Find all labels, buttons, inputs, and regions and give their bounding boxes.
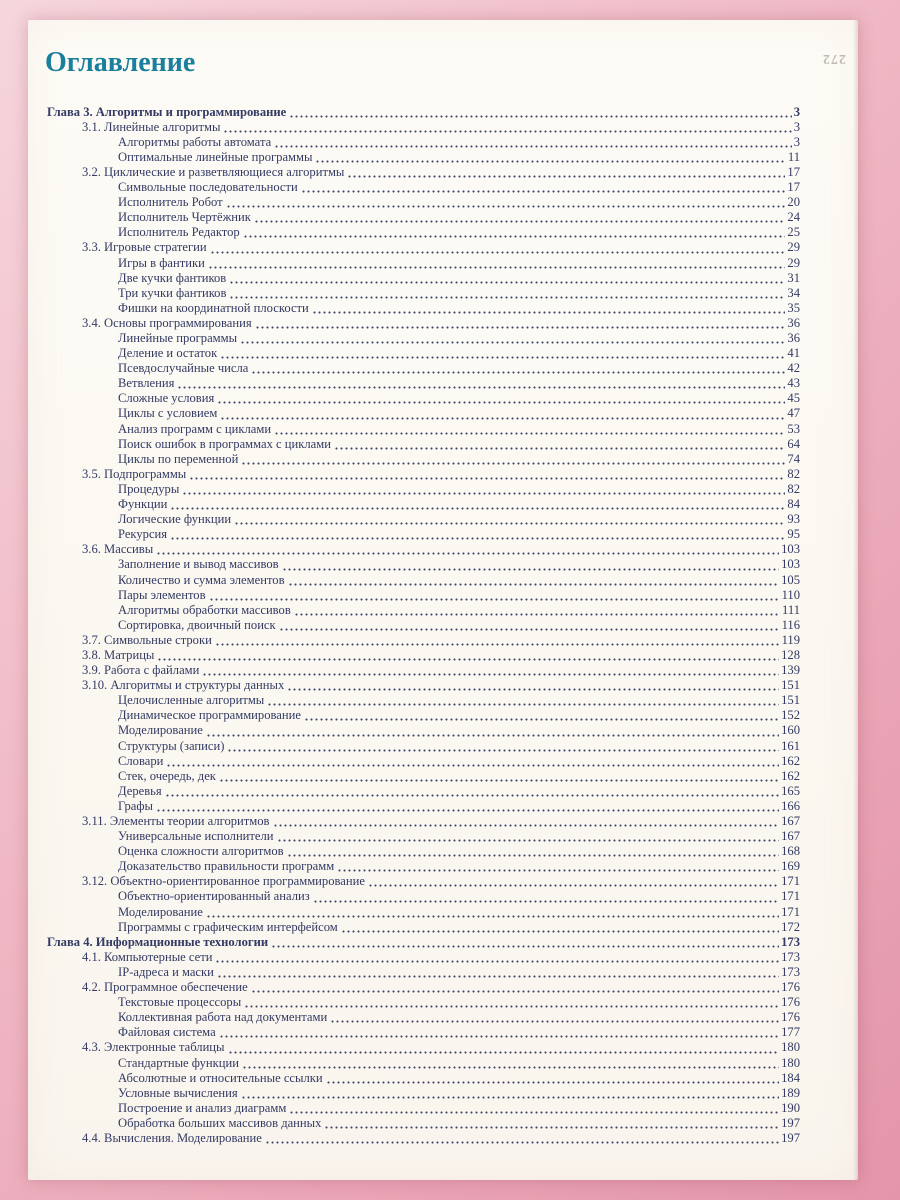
toc-entry-page-number: 171 bbox=[781, 904, 800, 919]
dot-leader bbox=[210, 244, 786, 255]
toc-row bbox=[47, 467, 800, 482]
toc-entry-label: Условные вычисления bbox=[118, 1085, 238, 1100]
toc-row bbox=[47, 1101, 800, 1116]
dot-leader bbox=[234, 515, 785, 526]
toc-entry-page-number: 167 bbox=[781, 814, 800, 828]
toc-entry-page-number: 103 bbox=[781, 557, 800, 572]
toc-entry-page-number: 110 bbox=[781, 587, 800, 602]
toc-row bbox=[47, 150, 800, 165]
toc-row bbox=[47, 859, 800, 874]
dot-leader bbox=[240, 334, 785, 345]
toc-row bbox=[47, 557, 800, 572]
dot-leader bbox=[277, 832, 780, 843]
toc-entry-label: Оптимальные линейные программы bbox=[118, 149, 313, 164]
toc-entry-page-number: 177 bbox=[781, 1025, 800, 1040]
toc-entry-label: Анализ программ с циклами bbox=[118, 421, 272, 436]
dot-leader bbox=[251, 983, 779, 994]
toc-row bbox=[47, 376, 800, 391]
page-title: Оглавление bbox=[45, 47, 196, 78]
toc-entry-page-number: 31 bbox=[787, 270, 800, 285]
toc-entry-label: Абсолютные и относительные ссылки bbox=[118, 1070, 323, 1085]
toc-entry-page-number: 103 bbox=[781, 542, 800, 557]
dot-leader bbox=[254, 213, 786, 224]
dot-leader bbox=[242, 1059, 779, 1070]
toc-entry-page-number: 41 bbox=[787, 346, 800, 361]
toc-row bbox=[47, 105, 800, 120]
toc-entry-label: Файловая система bbox=[118, 1025, 216, 1040]
dot-leader bbox=[324, 1119, 779, 1130]
toc-entry-label: Псевдослучайные числа bbox=[118, 361, 249, 376]
toc-row bbox=[47, 406, 800, 421]
toc-entry-page-number: 173 bbox=[781, 964, 800, 979]
toc-row bbox=[47, 452, 800, 467]
toc-list bbox=[47, 105, 800, 1146]
dot-leader bbox=[294, 606, 780, 617]
toc-entry-label: Сортировка, двоичный поиск bbox=[118, 617, 276, 632]
dot-leader bbox=[274, 138, 792, 149]
toc-row bbox=[47, 1010, 800, 1025]
toc-entry-page-number: 34 bbox=[787, 285, 800, 300]
toc-row bbox=[47, 1116, 800, 1131]
toc-row bbox=[47, 346, 800, 361]
toc-entry-label: Глава 3. Алгоритмы и программирование bbox=[47, 104, 287, 119]
dot-leader bbox=[223, 123, 791, 134]
toc-row bbox=[47, 769, 800, 784]
toc-entry-label: Алгоритмы работы автомата bbox=[118, 134, 272, 149]
toc-entry-page-number: 95 bbox=[787, 527, 800, 542]
toc-entry-label: 3.12. Объектно-ориентированное программирование bbox=[82, 874, 365, 889]
toc-row bbox=[47, 603, 800, 618]
dot-leader bbox=[315, 153, 785, 164]
dot-leader bbox=[209, 591, 780, 602]
toc-entry-page-number: 190 bbox=[781, 1100, 800, 1115]
toc-entry-page-number: 25 bbox=[787, 225, 800, 240]
dot-leader bbox=[279, 621, 780, 632]
toc-row bbox=[47, 361, 800, 376]
toc-entry-page-number: 172 bbox=[781, 919, 800, 934]
toc-entry-page-number: 36 bbox=[787, 315, 800, 330]
toc-entry-label: Структуры (записи) bbox=[118, 738, 225, 753]
toc-row bbox=[47, 165, 800, 180]
toc-row bbox=[47, 482, 800, 497]
toc-row bbox=[47, 633, 800, 648]
toc-row bbox=[47, 316, 800, 331]
toc-entry-page-number: 180 bbox=[781, 1055, 800, 1070]
dot-leader bbox=[330, 1013, 779, 1024]
toc-row bbox=[47, 1131, 800, 1146]
dot-leader bbox=[347, 168, 785, 179]
toc-row bbox=[47, 905, 800, 920]
toc-entry-label: Количество и сумма элементов bbox=[118, 572, 285, 587]
toc-row bbox=[47, 331, 800, 346]
toc-row bbox=[47, 271, 800, 286]
dot-leader bbox=[157, 651, 779, 662]
toc-entry-label: Деревья bbox=[118, 783, 162, 798]
toc-row bbox=[47, 799, 800, 814]
toc-entry-label: Текстовые процессоры bbox=[118, 995, 242, 1010]
toc-entry-page-number: 111 bbox=[782, 602, 800, 617]
dot-leader bbox=[289, 108, 791, 119]
toc-entry-page-number: 151 bbox=[781, 693, 800, 708]
toc-entry-label: IP-адреса и маски bbox=[118, 964, 214, 979]
toc-row bbox=[47, 240, 800, 255]
toc-entry-page-number: 162 bbox=[781, 753, 800, 768]
toc-entry-label: 3.10. Алгоритмы и структуры данных bbox=[82, 678, 285, 693]
toc-row bbox=[47, 1040, 800, 1055]
toc-entry-label: Алгоритмы обработки массивов bbox=[118, 602, 291, 617]
toc-entry-label: Стек, очередь, дек bbox=[118, 768, 216, 783]
dot-leader bbox=[267, 696, 779, 707]
toc-entry-label: Универсальные исполнители bbox=[118, 829, 274, 844]
dot-leader bbox=[313, 893, 779, 904]
dot-leader bbox=[287, 847, 780, 858]
dot-leader bbox=[166, 757, 779, 768]
toc-entry-page-number: 45 bbox=[787, 391, 800, 406]
toc-entry-label: 3.8. Матрицы bbox=[82, 647, 155, 662]
dot-leader bbox=[337, 862, 779, 873]
dot-leader bbox=[243, 228, 786, 239]
toc-entry-page-number: 29 bbox=[787, 255, 800, 270]
toc-entry-page-number: 152 bbox=[781, 708, 800, 723]
dot-leader bbox=[226, 198, 786, 209]
toc-row bbox=[47, 120, 800, 135]
dot-leader bbox=[282, 561, 780, 572]
toc-row bbox=[47, 980, 800, 995]
dot-leader bbox=[217, 968, 779, 979]
toc-row bbox=[47, 1086, 800, 1101]
toc-entry-page-number: 53 bbox=[787, 421, 800, 436]
toc-entry-label: 3.4. Основы программирования bbox=[82, 315, 252, 330]
toc-entry-label: 3.3. Игровые стратегии bbox=[82, 240, 207, 255]
toc-row bbox=[47, 678, 800, 693]
toc-entry-label: Графы bbox=[118, 798, 153, 813]
dot-leader bbox=[312, 304, 786, 315]
toc-row bbox=[47, 708, 800, 723]
toc-entry-page-number: 161 bbox=[781, 738, 800, 753]
toc-entry-page-number: 3 bbox=[793, 134, 800, 149]
toc-entry-page-number: 184 bbox=[781, 1070, 800, 1085]
toc-row bbox=[47, 618, 800, 633]
toc-row bbox=[47, 1071, 800, 1086]
dot-leader bbox=[251, 364, 785, 375]
toc-row bbox=[47, 739, 800, 754]
dot-leader bbox=[215, 953, 779, 964]
toc-entry-label: Пары элементов bbox=[118, 587, 206, 602]
toc-entry-label: 4.4. Вычисления. Моделирование bbox=[82, 1130, 262, 1145]
dot-leader bbox=[156, 802, 779, 813]
toc-entry-page-number: 84 bbox=[787, 497, 800, 512]
toc-entry-page-number: 167 bbox=[781, 829, 800, 844]
toc-entry-page-number: 42 bbox=[787, 361, 800, 376]
toc-row bbox=[47, 754, 800, 769]
toc-entry-page-number: 93 bbox=[787, 512, 800, 527]
toc-entry-label: Три кучки фантиков bbox=[118, 285, 227, 300]
toc-entry-page-number: 105 bbox=[781, 572, 800, 587]
toc-row bbox=[47, 844, 800, 859]
toc-entry-label: Моделирование bbox=[118, 904, 203, 919]
toc-entry-label: 3.6. Массивы bbox=[82, 542, 154, 557]
toc-row bbox=[47, 723, 800, 738]
toc-entry-label: Две кучки фантиков bbox=[118, 270, 227, 285]
bleedthrough-page-number: 272 bbox=[822, 51, 846, 66]
dot-leader bbox=[287, 681, 779, 692]
toc-entry-page-number: 151 bbox=[781, 678, 800, 693]
dot-leader bbox=[289, 1104, 779, 1115]
dot-leader bbox=[241, 455, 785, 466]
dot-leader bbox=[271, 938, 779, 949]
toc-row bbox=[47, 814, 800, 829]
toc-row bbox=[47, 286, 800, 301]
toc-entry-page-number: 162 bbox=[781, 768, 800, 783]
toc-entry-label: Целочисленные алгоритмы bbox=[118, 693, 265, 708]
toc-entry-label: Доказательство правильности программ bbox=[118, 859, 335, 874]
toc-row bbox=[47, 195, 800, 210]
toc-entry-label: Программы с графическим интерфейсом bbox=[118, 919, 338, 934]
toc-entry-label: Функции bbox=[118, 497, 168, 512]
toc-entry-page-number: 119 bbox=[781, 632, 800, 647]
toc-entry-label: 4.3. Электронные таблицы bbox=[82, 1040, 225, 1055]
toc-row bbox=[47, 422, 800, 437]
toc-entry-page-number: 176 bbox=[781, 995, 800, 1010]
toc-entry-label: Обработка больших массивов данных bbox=[118, 1115, 322, 1130]
toc-entry-label: 3.2. Циклические и разветвляющиеся алгоритмы bbox=[82, 164, 345, 179]
dot-leader bbox=[255, 319, 786, 330]
toc-row bbox=[47, 648, 800, 663]
dot-leader bbox=[219, 772, 779, 783]
dot-leader bbox=[208, 259, 786, 270]
toc-row bbox=[47, 301, 800, 316]
dot-leader bbox=[202, 666, 779, 677]
toc-entry-label: Деление и остаток bbox=[118, 346, 218, 361]
toc-entry-label: 4.1. Компьютерные сети bbox=[82, 949, 213, 964]
toc-entry-label: Сложные условия bbox=[118, 391, 215, 406]
toc-entry-label: Исполнитель Редактор bbox=[118, 225, 240, 240]
dot-leader bbox=[182, 485, 785, 496]
toc-entry-label: Процедуры bbox=[118, 481, 180, 496]
toc-entry-page-number: 17 bbox=[787, 180, 800, 195]
toc-entry-label: Стандартные функции bbox=[118, 1055, 240, 1070]
toc-entry-page-number: 176 bbox=[781, 1010, 800, 1025]
toc-entry-label: Символьные последовательности bbox=[118, 180, 298, 195]
toc-row bbox=[47, 889, 800, 904]
toc-entry-page-number: 189 bbox=[781, 1085, 800, 1100]
toc-entry-page-number: 160 bbox=[781, 723, 800, 738]
dot-leader bbox=[244, 998, 779, 1009]
dot-leader bbox=[334, 440, 785, 451]
toc-entry-label: Циклы по переменной bbox=[118, 451, 239, 466]
dot-leader bbox=[273, 817, 780, 828]
toc-row bbox=[47, 225, 800, 240]
dot-leader bbox=[301, 183, 786, 194]
toc-entry-page-number: 43 bbox=[787, 376, 800, 391]
dot-leader bbox=[241, 1089, 779, 1100]
dot-leader bbox=[156, 545, 779, 556]
dot-leader bbox=[288, 576, 780, 587]
toc-entry-label: Динамическое программирование bbox=[118, 708, 301, 723]
page-edge-shading bbox=[853, 20, 858, 1180]
toc-entry-page-number: 166 bbox=[781, 798, 800, 813]
toc-row bbox=[47, 995, 800, 1010]
toc-row bbox=[47, 497, 800, 512]
toc-row bbox=[47, 829, 800, 844]
toc-entry-label: Логические функции bbox=[118, 512, 232, 527]
toc-entry-page-number: 82 bbox=[787, 481, 800, 496]
toc-row bbox=[47, 391, 800, 406]
dot-leader bbox=[326, 1074, 780, 1085]
dot-leader bbox=[227, 742, 779, 753]
toc-entry-page-number: 168 bbox=[781, 844, 800, 859]
toc-entry-page-number: 35 bbox=[787, 300, 800, 315]
toc-entry-page-number: 64 bbox=[787, 436, 800, 451]
toc-entry-page-number: 169 bbox=[781, 859, 800, 874]
dot-leader bbox=[206, 727, 779, 738]
dot-leader bbox=[228, 1044, 780, 1055]
toc-entry-page-number: 197 bbox=[781, 1130, 800, 1145]
toc-entry-label: Игры в фантики bbox=[118, 255, 205, 270]
toc-row bbox=[47, 135, 800, 150]
dot-leader bbox=[219, 1028, 779, 1039]
toc-entry-label: 3.11. Элементы теории алгоритмов bbox=[82, 814, 270, 828]
toc-row bbox=[47, 512, 800, 527]
dot-leader bbox=[274, 425, 785, 436]
dot-leader bbox=[229, 289, 785, 300]
dot-leader bbox=[265, 1134, 779, 1145]
toc-entry-page-number: 173 bbox=[781, 949, 800, 964]
dot-leader bbox=[170, 530, 785, 541]
toc-row bbox=[47, 874, 800, 889]
dot-leader bbox=[170, 500, 785, 511]
toc-entry-label: Словари bbox=[118, 753, 164, 768]
toc-entry-page-number: 139 bbox=[781, 663, 800, 678]
dot-leader bbox=[165, 787, 779, 798]
toc-entry-page-number: 29 bbox=[787, 240, 800, 255]
dot-leader bbox=[189, 470, 785, 481]
toc-entry-page-number: 128 bbox=[781, 647, 800, 662]
book-page bbox=[28, 20, 858, 1180]
toc-row bbox=[47, 920, 800, 935]
toc-entry-page-number: 47 bbox=[787, 406, 800, 421]
toc-entry-page-number: 171 bbox=[781, 889, 800, 904]
toc-row bbox=[47, 693, 800, 708]
toc-entry-page-number: 36 bbox=[787, 331, 800, 345]
dot-leader bbox=[220, 349, 785, 360]
toc-entry-page-number: 180 bbox=[781, 1040, 800, 1055]
dot-leader bbox=[206, 908, 779, 919]
dot-leader bbox=[215, 636, 780, 647]
toc-entry-page-number: 165 bbox=[781, 783, 800, 798]
toc-entry-label: Рекурсия bbox=[118, 527, 168, 542]
dot-leader bbox=[304, 711, 779, 722]
toc-entry-page-number: 173 bbox=[781, 934, 800, 949]
toc-entry-page-number: 24 bbox=[787, 210, 800, 225]
dot-leader bbox=[341, 923, 779, 934]
toc-entry-label: Моделирование bbox=[118, 723, 203, 738]
toc-row bbox=[47, 210, 800, 225]
dot-leader bbox=[177, 379, 785, 390]
toc-row bbox=[47, 784, 800, 799]
toc-entry-label: Ветвления bbox=[118, 376, 175, 391]
toc-row bbox=[47, 1056, 800, 1071]
toc-entry-label: Заполнение и вывод массивов bbox=[118, 557, 279, 572]
dot-leader bbox=[229, 274, 785, 285]
toc-entry-page-number: 3 bbox=[793, 119, 800, 134]
toc-row bbox=[47, 935, 800, 950]
toc-entry-label: Линейные программы bbox=[118, 331, 238, 345]
toc-row bbox=[47, 180, 800, 195]
toc-entry-page-number: 20 bbox=[787, 195, 800, 210]
toc-entry-label: Фишки на координатной плоскости bbox=[118, 300, 309, 315]
toc-entry-label: Глава 4. Информационные технологии bbox=[47, 934, 269, 949]
toc-row bbox=[47, 573, 800, 588]
toc-entry-label: 3.1. Линейные алгоритмы bbox=[82, 119, 221, 134]
toc-entry-label: Исполнитель Чертёжник bbox=[118, 210, 251, 225]
dot-leader bbox=[220, 410, 785, 421]
toc-row bbox=[47, 588, 800, 603]
toc-entry-label: Коллективная работа над документами bbox=[118, 1010, 328, 1025]
toc-row bbox=[47, 256, 800, 271]
toc-row bbox=[47, 663, 800, 678]
toc-entry-label: Исполнитель Робот bbox=[118, 195, 223, 210]
toc-entry-label: Циклы с условием bbox=[118, 406, 218, 421]
toc-entry-label: 4.2. Программное обеспечение bbox=[82, 980, 248, 995]
toc-entry-page-number: 11 bbox=[787, 149, 800, 164]
toc-entry-page-number: 17 bbox=[787, 164, 800, 179]
toc-entry-page-number: 176 bbox=[781, 980, 800, 995]
toc-entry-page-number: 116 bbox=[781, 617, 800, 632]
toc-entry-label: 3.5. Подпрограммы bbox=[82, 466, 187, 481]
toc-row bbox=[47, 1025, 800, 1040]
toc-entry-page-number: 3 bbox=[793, 104, 800, 119]
toc-entry-page-number: 82 bbox=[787, 466, 800, 481]
toc-row bbox=[47, 542, 800, 557]
toc-row bbox=[47, 527, 800, 542]
toc-entry-label: Поиск ошибок в программах с циклами bbox=[118, 436, 331, 451]
toc-row bbox=[47, 965, 800, 980]
toc-entry-label: 3.7. Символьные строки bbox=[82, 632, 212, 647]
toc-row bbox=[47, 950, 800, 965]
toc-entry-page-number: 171 bbox=[781, 874, 800, 889]
toc-row bbox=[47, 437, 800, 452]
toc-entry-label: Объектно-ориентированный анализ bbox=[118, 889, 310, 904]
toc-entry-label: 3.9. Работа с файлами bbox=[82, 663, 200, 678]
toc-entry-label: Оценка сложности алгоритмов bbox=[118, 844, 284, 859]
toc-entry-page-number: 74 bbox=[787, 451, 800, 466]
dot-leader bbox=[368, 877, 779, 888]
toc-entry-page-number: 197 bbox=[781, 1115, 800, 1130]
dot-leader bbox=[217, 394, 785, 405]
toc-entry-label: Построение и анализ диаграмм bbox=[118, 1100, 287, 1115]
